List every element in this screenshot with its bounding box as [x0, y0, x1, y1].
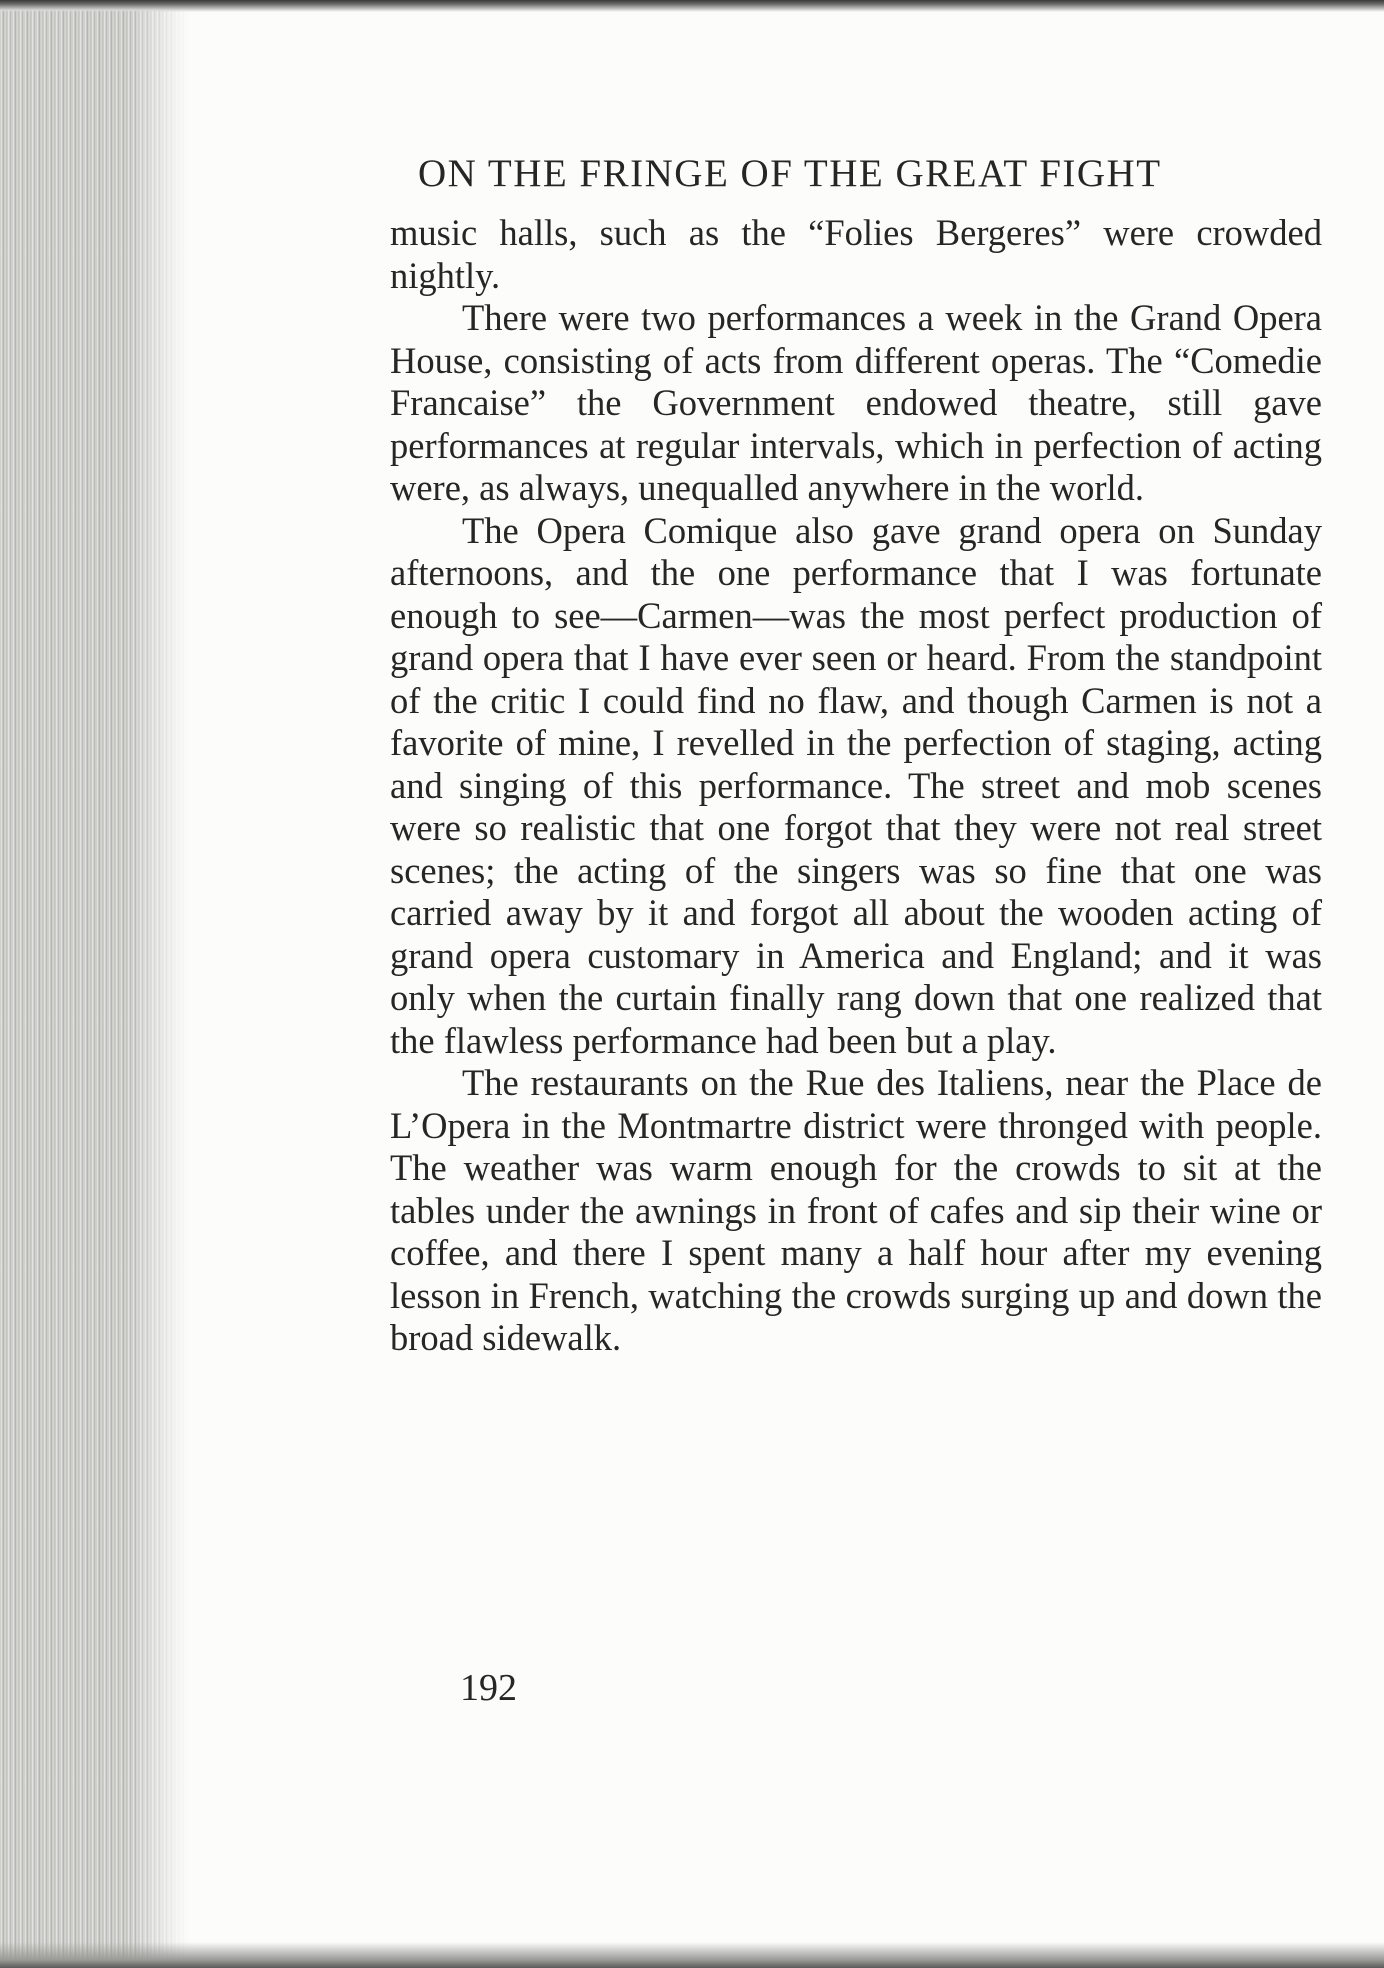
running-head: ON THE FRINGE OF THE GREAT FIGHT [418, 152, 1162, 195]
paragraph-restaurants: The restaurants on the Rue des Italiens, near the Place de L’Opera in the Montmartre district were thronged with people. The weather was warm enough for the crowds to sit at the tables under the awnings in front of cafes and sip their wine or coffee, and there I spent many a half hour after my evening lesson in French, watching the crowds surging up and down the broad sidewalk. [390, 1062, 1322, 1358]
paragraph-opera-comique: The Opera Comique also gave grand opera on Sunday afternoons, and the one performance that I was fortunate enough to see—Carmen—was the most perfect production of grand opera that I have ever seen or heard. From the standpoint of the critic I could find no flaw, and though Carmen is not a favorite of mine, I revelled in the perfection of staging, acting and singing of this performance. The street and mob scenes were so realistic that one forgot that they were not real street scenes; the acting of the singers was so fine that one was carried away by it and forgot all about the wooden acting of grand opera customary in America and England; and it was only when the curtain finally rang down that one realized that the flawless performance had been but a play. [390, 509, 1322, 1061]
page-number: 192 [460, 1667, 517, 1709]
paragraph-opera-house: There were two performances a week in the Grand Opera House, consisting of acts from different operas. The “Comedie Francaise” the Government endowed theatre, still gave performances at regular intervals, which in perfection of acting were, as always, unequalled anywhere in the world. [390, 297, 1322, 508]
page-top-edge [0, 0, 1384, 12]
text-block [390, 142, 1322, 1360]
page-edges [0, 0, 190, 1968]
paragraph-continued: music halls, such as the “Folies Bergeres” were crowded nightly. [390, 212, 1322, 296]
page-bottom-edge [0, 1942, 1384, 1968]
